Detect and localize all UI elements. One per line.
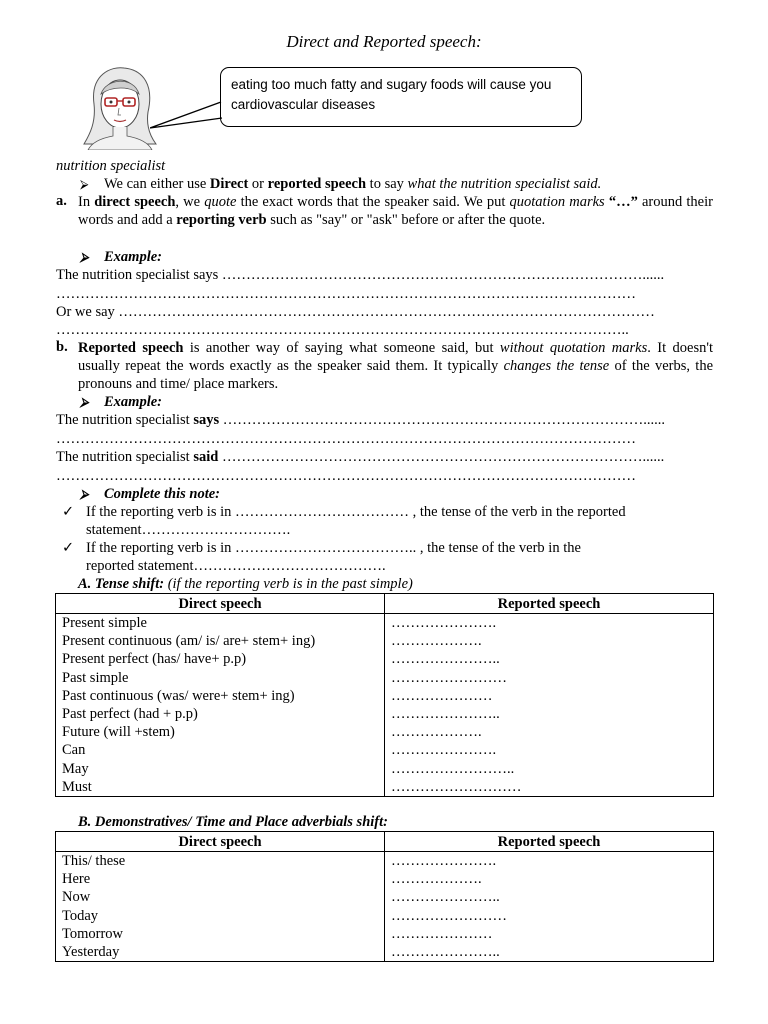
arrow-bullet-icon: ⮚	[80, 250, 89, 264]
intro-italic: what the nutrition specialist said.	[407, 176, 602, 192]
intro-direct: Direct	[209, 176, 249, 192]
direct-speech-item: Must	[62, 778, 92, 795]
sa-b3: reporting verb	[176, 212, 267, 228]
section-a-text	[78, 193, 713, 229]
example-b-line-4: …………………………………………………………………………………………………………	[56, 468, 636, 484]
example-a-line-2: …………………………………………………………………………………………………………	[56, 286, 636, 302]
example-a-line-3: Or we say …………………………………………………………………………………………………	[56, 304, 655, 320]
example-b-line-1	[56, 411, 714, 429]
direct-speech-item: Yesterday	[62, 944, 120, 961]
speech-bubble-tail	[150, 90, 230, 140]
table-a-heading	[78, 575, 736, 593]
reported-speech-blank[interactable]: ………………….	[391, 742, 497, 759]
reported-speech-blank[interactable]: …………………..	[391, 889, 500, 906]
complete-note-heading	[80, 485, 738, 503]
eb-said-pre: The nutrition specialist	[56, 449, 194, 465]
note-2	[62, 539, 720, 557]
example-b-line-3	[56, 448, 714, 466]
arrow-bullet-icon: ⮚	[80, 177, 89, 191]
arrow-bullet-icon: ⮚	[80, 487, 89, 501]
note-1-cont: statement………………………….	[86, 522, 291, 538]
example-b-heading	[80, 393, 738, 411]
table-body-row	[56, 614, 714, 797]
table-b-col2: Reported speech	[385, 832, 714, 852]
example-b-line-2: …………………………………………………………………………………………………………	[56, 431, 636, 447]
sb-p3: of the verbs, the pronouns and time/ place markers.	[78, 358, 714, 392]
reported-speech-cell	[385, 852, 714, 962]
reported-speech-cell	[385, 614, 714, 797]
note-1	[62, 503, 720, 521]
eb-says-pre: The nutrition specialist	[56, 412, 194, 428]
section-a-label: a.	[56, 193, 67, 209]
sb-p2: . It doesn't usually repeat the words exactly as the speaker said them. It typically	[78, 340, 713, 374]
reported-speech-blank[interactable]: ……………………	[391, 907, 507, 924]
reported-speech-blank[interactable]: …………………	[391, 925, 493, 942]
direct-speech-item: Here	[62, 871, 91, 888]
eb-says-dots: ……………………………………………………………………………......	[219, 412, 665, 428]
reported-speech-blank[interactable]: …………………..	[391, 651, 500, 668]
example-label: Example:	[104, 249, 162, 265]
reported-speech-blank[interactable]: ………………….	[391, 615, 497, 631]
note2-pre: If the reporting verb is in ……………………………….. , the tense of the verb in the	[86, 540, 581, 556]
page-title: Direct and Reported speech:	[286, 32, 482, 51]
direct-speech-item: Future (will +stem)	[62, 724, 175, 741]
direct-speech-cell	[56, 614, 385, 797]
direct-speech-item: May	[62, 760, 89, 777]
table-b-col1: Direct speech	[56, 832, 385, 852]
direct-speech-cell	[56, 852, 385, 962]
sa-b1: direct speech	[94, 194, 176, 210]
table-b-heading: B. Demonstratives/ Time and Place adverbials shift:	[78, 814, 388, 830]
intro-or: or	[248, 176, 268, 192]
reported-speech-blank[interactable]: ………………….	[391, 853, 497, 869]
reported-speech-blank[interactable]: ………………………	[391, 778, 522, 795]
sa-p1: In	[78, 194, 95, 210]
speech-bubble: eating too much fatty and sugary foods will cause you cardiovascular diseases	[220, 67, 582, 127]
table-a-heading-bold: A. Tense shift:	[78, 576, 165, 592]
table-a-col1: Direct speech	[56, 594, 385, 614]
reported-speech-blank[interactable]: ……………………	[391, 669, 507, 686]
sa-p3: the exact words that the speaker said. We put	[236, 194, 510, 210]
direct-speech-item: Present simple	[62, 615, 147, 631]
sb-i1: without quotation marks	[499, 340, 648, 356]
direct-speech-item: This/ these	[62, 853, 126, 869]
reported-speech-blank[interactable]: …………………..	[391, 706, 500, 723]
sb-b1: Reported speech	[78, 340, 184, 356]
direct-speech-item: Past simple	[62, 669, 129, 686]
intro-pre: We can either use	[104, 176, 210, 192]
eb-said-dots: ……………………………………………………………………………......	[218, 449, 665, 465]
direct-speech-item: Past continuous (was/ were+ stem+ ing)	[62, 687, 295, 704]
reported-speech-blank[interactable]: …………………	[391, 687, 493, 704]
reported-speech-blank[interactable]: ……………….	[391, 871, 482, 888]
direct-speech-item: Present continuous (am/ is/ are+ stem+ ing)	[62, 633, 316, 650]
sa-p5: such as "say" or "ask" before or after the quote.	[266, 212, 546, 228]
tense-shift-table	[55, 593, 714, 797]
sb-p1: is another way of saying what someone said, but	[183, 340, 500, 356]
direct-speech-item: Present perfect (has/ have+ p.p)	[62, 651, 247, 668]
complete-note-label: Complete this note:	[104, 486, 220, 502]
example-a-line-1: The nutrition specialist says ……………………………………………………………………………......	[56, 267, 665, 283]
intro-reported: reported speech	[267, 176, 367, 192]
intro-line	[80, 175, 738, 193]
sb-i2: changes the tense	[503, 358, 610, 374]
sa-b2: “…”	[604, 194, 638, 210]
direct-speech-item: Past perfect (had + p.p)	[62, 706, 198, 723]
eb-says: says	[193, 412, 220, 428]
sa-p4: around their words and add a	[78, 194, 713, 228]
sa-i2: quotation marks	[509, 194, 605, 210]
checkmark-icon: ✓	[62, 540, 75, 556]
reported-speech-blank[interactable]: ……………….	[391, 633, 482, 650]
table-a-heading-rest: (if the reporting verb is in the past simple)	[164, 576, 413, 592]
note1-pre: If the reporting verb is in ……………………………… , the tense of the verb in the reported	[86, 504, 626, 520]
reported-speech-blank[interactable]: ……………………..	[391, 760, 515, 777]
intro-mid: to say	[366, 176, 408, 192]
example-label: Example:	[104, 394, 162, 410]
reported-speech-blank[interactable]: …………………..	[391, 944, 500, 961]
caption: nutrition specialist	[56, 158, 166, 174]
example-a-heading	[80, 248, 738, 266]
direct-speech-item: Today	[62, 907, 99, 924]
adverbials-shift-table	[55, 831, 714, 962]
checkmark-icon: ✓	[62, 504, 75, 520]
direct-speech-item: Now	[62, 889, 91, 906]
example-a-line-4: ………………………………………………………………………………………………………..	[56, 322, 629, 338]
sa-i1: quote	[204, 194, 237, 210]
section-b-label: b.	[56, 339, 68, 355]
reported-speech-blank[interactable]: ……………….	[391, 724, 482, 741]
direct-speech-item: Can	[62, 742, 86, 759]
note-2-cont: reported statement………………………………….	[86, 558, 386, 574]
direct-speech-item: Tomorrow	[62, 925, 124, 942]
eb-said: said	[193, 449, 219, 465]
sa-p2: , we	[175, 194, 205, 210]
table-a-col2: Reported speech	[385, 594, 714, 614]
table-body-row	[56, 852, 714, 962]
arrow-bullet-icon: ⮚	[80, 395, 89, 409]
section-b-text	[78, 339, 713, 393]
